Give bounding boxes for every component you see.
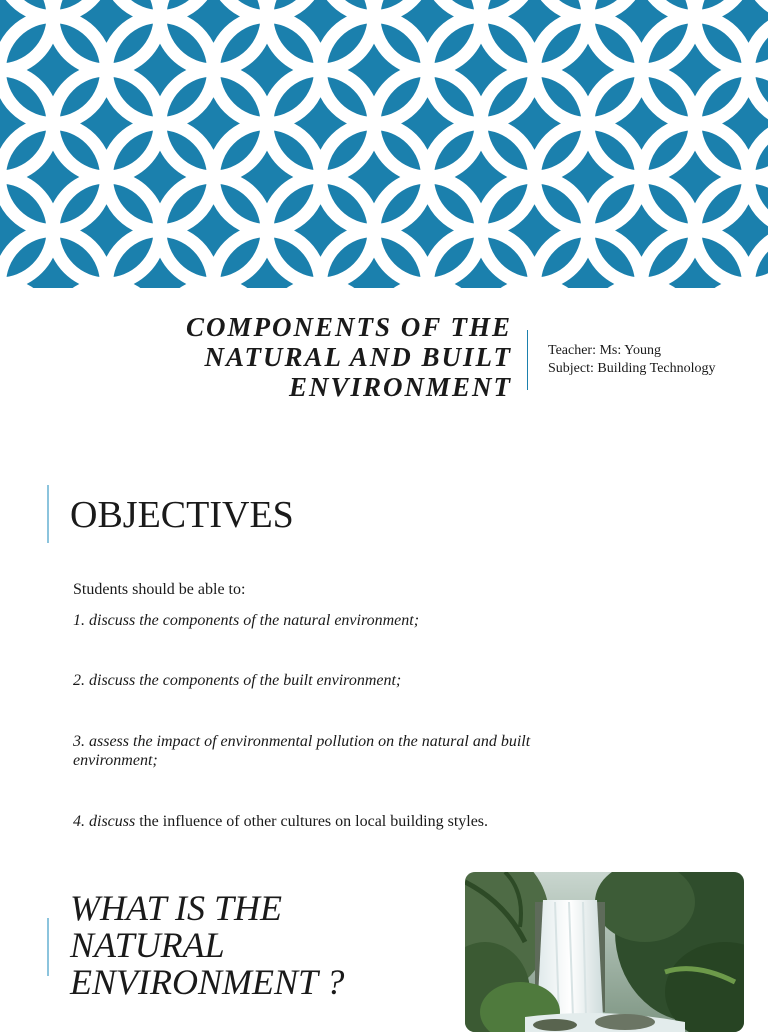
objective-text: the influence of other cultures on local building styles. — [135, 813, 489, 830]
title-line: NATURAL AND BUILT — [204, 342, 512, 372]
objective-verb: 4. discuss — [73, 813, 136, 830]
heading-line: WHAT IS THE — [70, 888, 283, 928]
section-heading — [70, 890, 450, 1001]
objective-text: 1. discuss the components of the natural environment; — [73, 612, 420, 629]
subject-label: Subject: Building Technology — [548, 361, 716, 376]
objective-item — [73, 611, 593, 630]
objective-text: 3. assess the impact of environmental pollution on the natural and built environment; — [73, 733, 531, 769]
page-title — [110, 312, 512, 402]
circle-pattern-icon — [0, 0, 768, 288]
objective-item — [73, 671, 593, 690]
objectives-accent-bar — [47, 485, 49, 543]
heading-line: NATURAL — [70, 925, 225, 965]
title-line: ENVIRONMENT — [288, 372, 512, 402]
decorative-banner — [0, 0, 768, 288]
waterfall-photo — [465, 872, 744, 1032]
course-meta — [548, 342, 716, 378]
title-line: COMPONENTS OF THE — [185, 312, 512, 342]
objective-item — [73, 732, 593, 770]
objectives-intro: Students should be able to: — [73, 581, 246, 598]
objectives-heading: OBJECTIVES — [70, 494, 294, 536]
objective-text: 2. discuss the components of the built environment; — [73, 672, 402, 689]
question-accent-bar — [47, 918, 49, 976]
title-divider — [527, 330, 528, 390]
waterfall-forest-icon — [465, 872, 744, 1032]
objective-item — [73, 812, 593, 831]
teacher-label: Teacher: Ms: Young — [548, 343, 661, 358]
heading-line: ENVIRONMENT ? — [70, 962, 345, 1002]
